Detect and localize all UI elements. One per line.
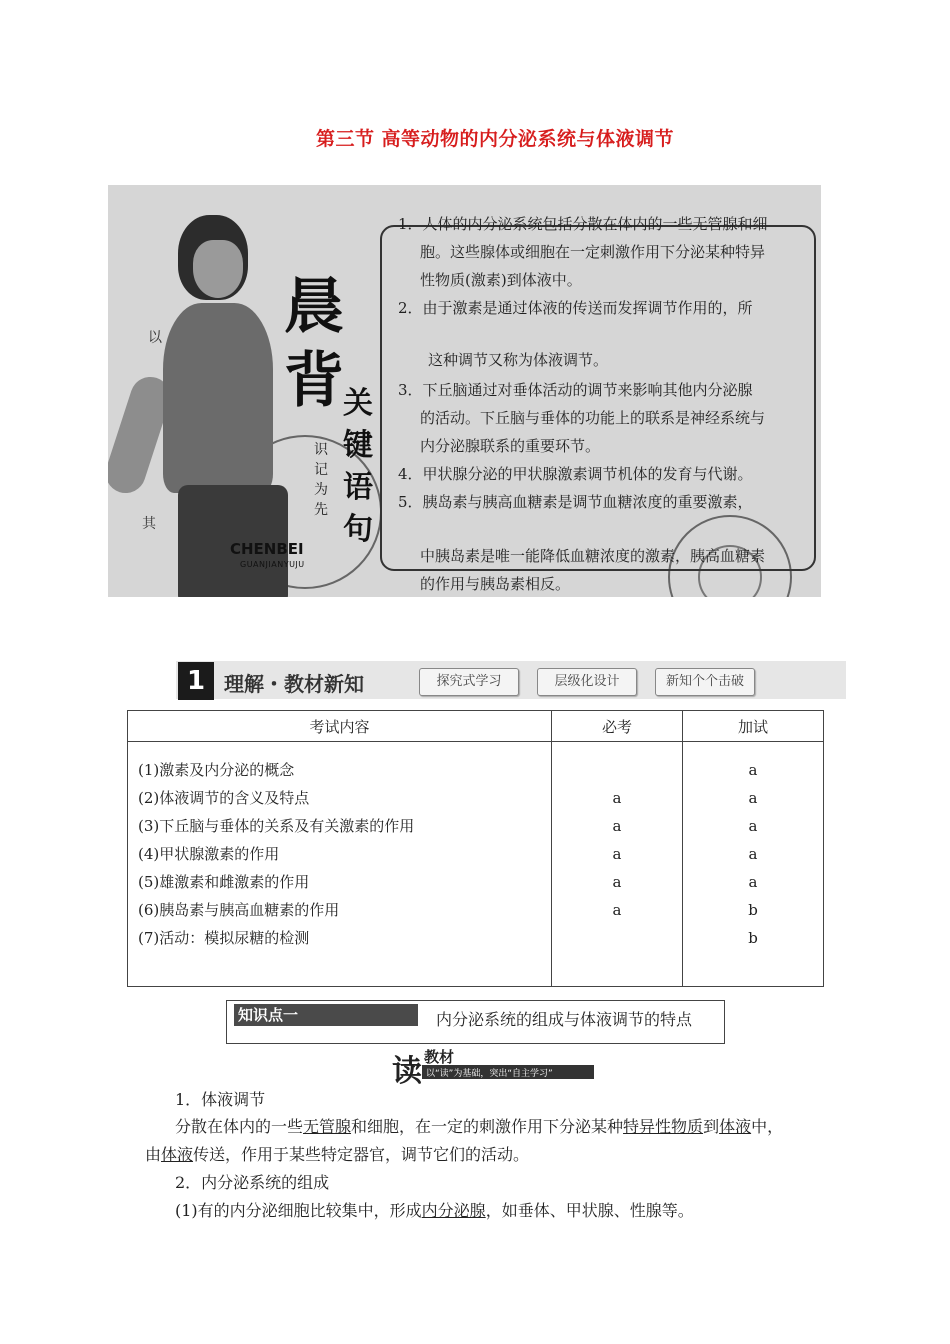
read-badge-note: 以“读”为基础，突出“自主学习” <box>426 1069 553 1079</box>
table-row-topic: (5)雄激素和雌激素的作用 <box>138 873 310 891</box>
section-title: 理解・教材新知 <box>224 672 364 696</box>
runner-face <box>193 240 243 298</box>
paragraph <box>145 1141 529 1169</box>
runner-image <box>163 303 273 493</box>
key-point-line: 5．胰岛素与胰高血糖素是调节血糖浓度的重要激素， <box>398 493 753 511</box>
required-mark <box>552 924 682 952</box>
banner-big-char: 晨 <box>284 272 344 342</box>
extra-mark: b <box>748 901 758 919</box>
paragraph <box>175 1113 783 1141</box>
text: 到 <box>703 1117 720 1136</box>
extra-mark: a <box>748 761 758 779</box>
key-point-line: 的活动。下丘脑与垂体的功能上的联系是神经系统与 <box>420 409 766 427</box>
text: 传送，作用于某些特定器官，调节它们的活动。 <box>193 1145 530 1164</box>
key-point-line: 的作用与胰岛素相反。 <box>420 575 571 593</box>
paragraph <box>175 1197 694 1225</box>
tag-new-knowledge: 新知个个击破 <box>655 668 755 696</box>
key-point-line: 1．人体的内分泌系统包括分散在体内的一些无管腺和细 <box>398 215 768 233</box>
banner-brand-sub: GUANJIANYUJU <box>240 560 305 569</box>
banner-side-char: 其 <box>142 516 156 532</box>
tag-tiered-design: 层级化设计 <box>537 668 637 696</box>
table-row-topic: (3)下丘脑与垂体的关系及有关激素的作用 <box>138 817 415 835</box>
extra-mark: a <box>748 845 758 863</box>
header-content: 考试内容 <box>128 711 552 742</box>
required-mark: a <box>612 873 622 891</box>
sub-char: 为 <box>314 482 328 498</box>
underlined-term: 无管腺 <box>303 1117 352 1136</box>
sub-char: 识 <box>314 442 328 458</box>
sub-char: 先 <box>314 502 328 518</box>
header-required: 必考 <box>552 711 683 742</box>
extra-mark: a <box>748 789 758 807</box>
text: 中， <box>751 1117 784 1136</box>
page-title: 第三节 高等动物的内分泌系统与体液调节 <box>315 128 675 150</box>
extra-mark: a <box>748 873 758 891</box>
key-sentences-banner <box>108 185 821 597</box>
key-point-line: 中胰岛素是唯一能降低血糖浓度的激素，胰高血糖素 <box>420 547 766 565</box>
title-char: 句 <box>343 512 373 547</box>
key-point-line: 2．由于激素是通过体液的传送而发挥调节作用的，所 <box>398 299 753 317</box>
extra-mark: b <box>748 929 758 947</box>
required-mark: a <box>612 789 622 807</box>
table-row-topic: (4)甲状腺激素的作用 <box>138 845 280 863</box>
title-char: 关 <box>343 386 373 421</box>
underlined-term: 内分泌腺 <box>421 1201 486 1220</box>
banner-vertical-subtitle <box>311 440 331 520</box>
required-mark: a <box>612 817 622 835</box>
key-point-line: 4．甲状腺分泌的甲状腺激素调节机体的发育与代谢。 <box>398 465 753 483</box>
text: (1)有的内分泌细胞比较集中，形成 <box>175 1201 422 1220</box>
key-point-line: 胞。这些腺体或细胞在一定刺激作用下分泌某种特异 <box>420 243 766 261</box>
read-badge-char: 读 <box>392 1054 422 1089</box>
section-number: 1 <box>178 662 214 700</box>
tag-inquiry-learning: 探究式学习 <box>419 668 519 696</box>
table-row-topic: (2)体液调节的含义及特点 <box>138 789 310 807</box>
text: 和细胞，在一定的刺激作用下分泌某种 <box>351 1117 624 1136</box>
required-mark: a <box>612 845 622 863</box>
extra-cell <box>683 742 824 987</box>
knowledge-point-title: 内分泌系统的组成与体液调节的特点 <box>436 1010 693 1029</box>
title-char: 键 <box>343 428 373 463</box>
banner-vertical-title <box>338 383 378 551</box>
text: ，如垂体、甲状腺、性腺等。 <box>485 1201 694 1220</box>
required-mark: a <box>612 901 622 919</box>
key-point-line: 这种调节又称为体液调节。 <box>428 351 609 369</box>
key-point-line: 3．下丘脑通过对垂体活动的调节来影响其他内分泌腺 <box>398 381 753 399</box>
key-point-line: 性物质(激素)到体液中。 <box>420 271 582 289</box>
table-row-topic: (7)活动：模拟尿糖的检测 <box>138 929 310 947</box>
topics-cell <box>128 742 552 987</box>
text: 由 <box>145 1145 162 1164</box>
heading-body-fluid-regulation: 1．体液调节 <box>175 1090 266 1109</box>
underlined-term: 体液 <box>161 1145 194 1164</box>
table-row-topic: (6)胰岛素与胰高血糖素的作用 <box>138 901 340 919</box>
text: 分散在体内的一些 <box>175 1117 304 1136</box>
extra-mark: a <box>748 817 758 835</box>
underlined-term: 特异性物质 <box>623 1117 704 1136</box>
exam-requirements-table <box>127 710 824 987</box>
read-badge-label: 教材 <box>424 1048 455 1066</box>
header-extra: 加试 <box>683 711 824 742</box>
required-mark <box>552 756 682 784</box>
required-cell <box>552 742 683 987</box>
heading-endocrine-composition: 2．内分泌系统的组成 <box>175 1173 330 1192</box>
knowledge-point-label: 知识点一 <box>234 1004 418 1026</box>
underlined-term: 体液 <box>719 1117 752 1136</box>
table-body-row <box>128 742 824 987</box>
banner-side-char: 以 <box>148 330 162 346</box>
key-point-line: 内分泌腺联系的重要环节。 <box>420 437 601 455</box>
table-row-topic: (1)激素及内分泌的概念 <box>138 761 295 779</box>
table-header-row <box>128 711 824 742</box>
banner-big-char: 背 <box>284 346 344 416</box>
sub-char: 记 <box>314 462 328 478</box>
banner-brand: CHENBEI <box>230 540 304 558</box>
title-char: 语 <box>343 470 373 505</box>
